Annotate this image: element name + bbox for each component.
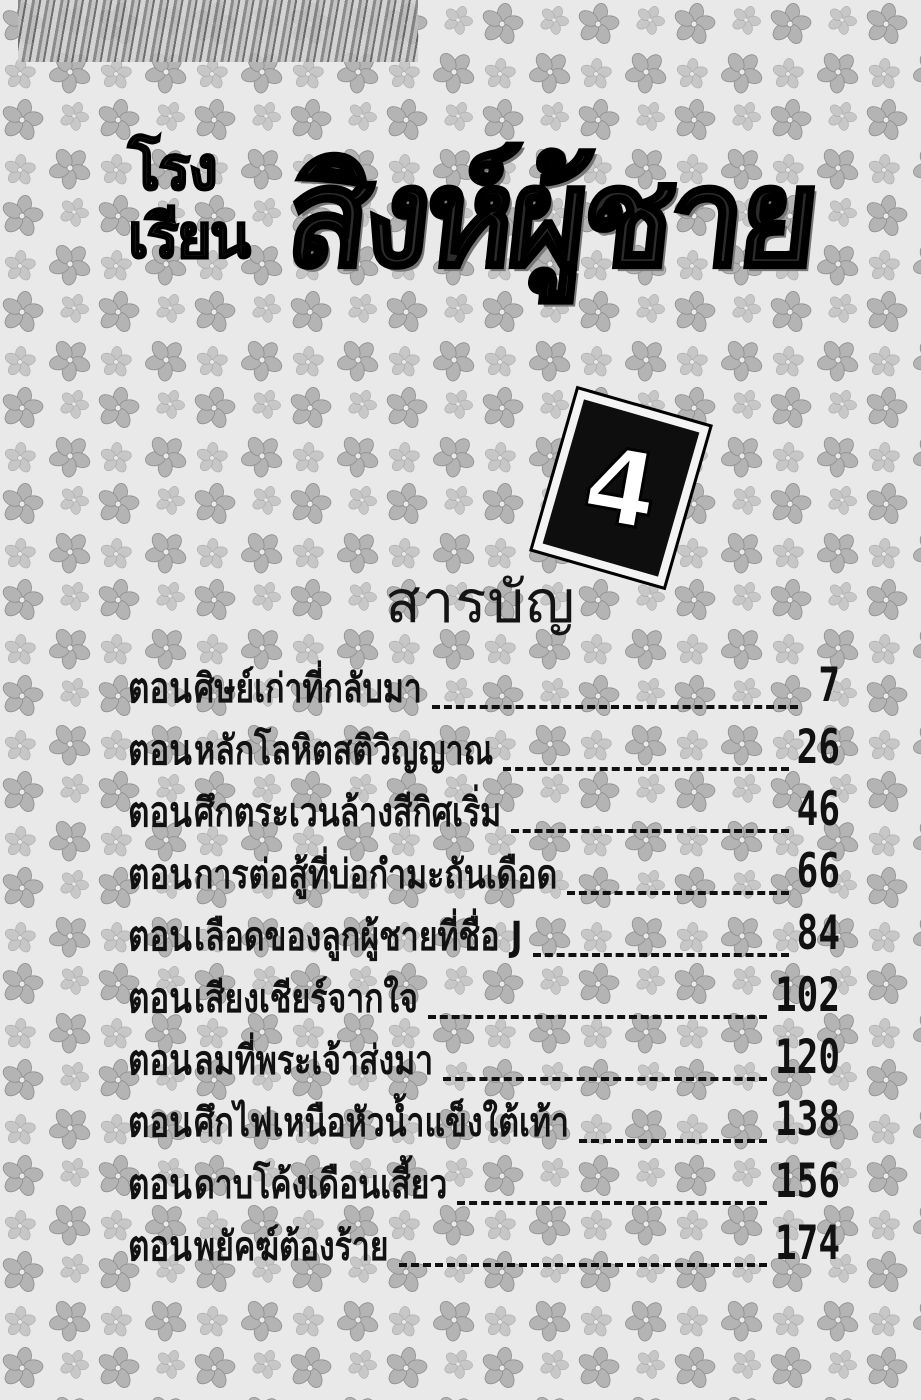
toc-entry-page: 102 xyxy=(774,969,840,1023)
toc-entry-label: ตอน xyxy=(128,849,192,898)
toc-entry-title: ดาบโค้งเดือนเสี้ยว xyxy=(194,1160,448,1208)
toc-entry-title: ศิษย์เก่าที่กลับมา xyxy=(194,664,422,712)
logo-prefix-line2: เรียน xyxy=(128,202,249,272)
toc-entry-page: 66 xyxy=(796,845,840,899)
toc-entry-label: ตอน xyxy=(128,911,192,960)
logo-prefix xyxy=(128,135,280,271)
toc-entry-title: หลักโลหิตสติวิญญาณ xyxy=(194,726,494,774)
toc-entry-page: 84 xyxy=(796,907,840,961)
toc-leader-line xyxy=(399,1263,767,1267)
top-torn-strip xyxy=(18,0,418,62)
toc-entry-page: 138 xyxy=(774,1093,840,1147)
toc-entry-title: การต่อสู้ที่บ่อกำมะถันเดือด xyxy=(194,850,558,898)
toc-entry-title: พยัคฆ์ต้องร้าย xyxy=(194,1222,389,1270)
toc-entry-title: ลมที่พระเจ้าส่งมา xyxy=(194,1036,434,1084)
toc-entry-page: 7 xyxy=(818,659,840,713)
toc-entry-label: ตอน xyxy=(128,787,192,836)
toc-leader-line xyxy=(428,1015,767,1019)
toc-list xyxy=(128,659,840,1285)
toc-entry-title: เสียงเชียร์จากใจ xyxy=(194,974,418,1022)
toc-leader-line xyxy=(432,705,798,709)
toc-entry-title: ศึกไฟเหนือหัวน้ำแข็งใต้เท้า xyxy=(194,1098,569,1146)
toc-entry-label: ตอน xyxy=(128,1221,192,1270)
toc-entry xyxy=(128,1217,840,1285)
toc-leader-line xyxy=(533,953,789,957)
toc-leader-line xyxy=(511,829,788,833)
toc-leader-line xyxy=(503,767,788,771)
toc-entry-label: ตอน xyxy=(128,1097,192,1146)
toc-entry-title: ศึกตระเวนล้างสีกิศเริ่ม xyxy=(194,788,502,836)
toc-entry-label: ตอน xyxy=(128,1159,192,1208)
toc-entry-title: เลือดของลูกผู้ชายที่ชื่อ J xyxy=(194,912,523,960)
toc-entry-page: 174 xyxy=(774,1217,840,1271)
logo-prefix-line1: โรง xyxy=(128,134,216,204)
toc-entry-label: ตอน xyxy=(128,973,192,1022)
logo-main-title: สิงห์ผู้ชาย xyxy=(279,138,822,298)
toc-leader-line xyxy=(567,891,788,895)
toc-leader-line xyxy=(443,1077,767,1081)
volume-number: 4 xyxy=(574,421,668,555)
toc-entry-page: 156 xyxy=(774,1155,840,1209)
toc-entry-label: ตอน xyxy=(128,1035,192,1084)
toc-entry-page: 120 xyxy=(774,1031,840,1085)
toc-entry-label: ตอน xyxy=(128,663,192,712)
toc-heading: สารบัญ xyxy=(385,568,576,636)
toc-entry-label: ตอน xyxy=(128,725,192,774)
toc-leader-line xyxy=(579,1139,767,1143)
series-logo xyxy=(128,135,848,345)
toc-leader-line xyxy=(457,1201,767,1205)
toc-entry-page: 46 xyxy=(796,783,840,837)
toc-entry-page: 26 xyxy=(796,721,840,775)
